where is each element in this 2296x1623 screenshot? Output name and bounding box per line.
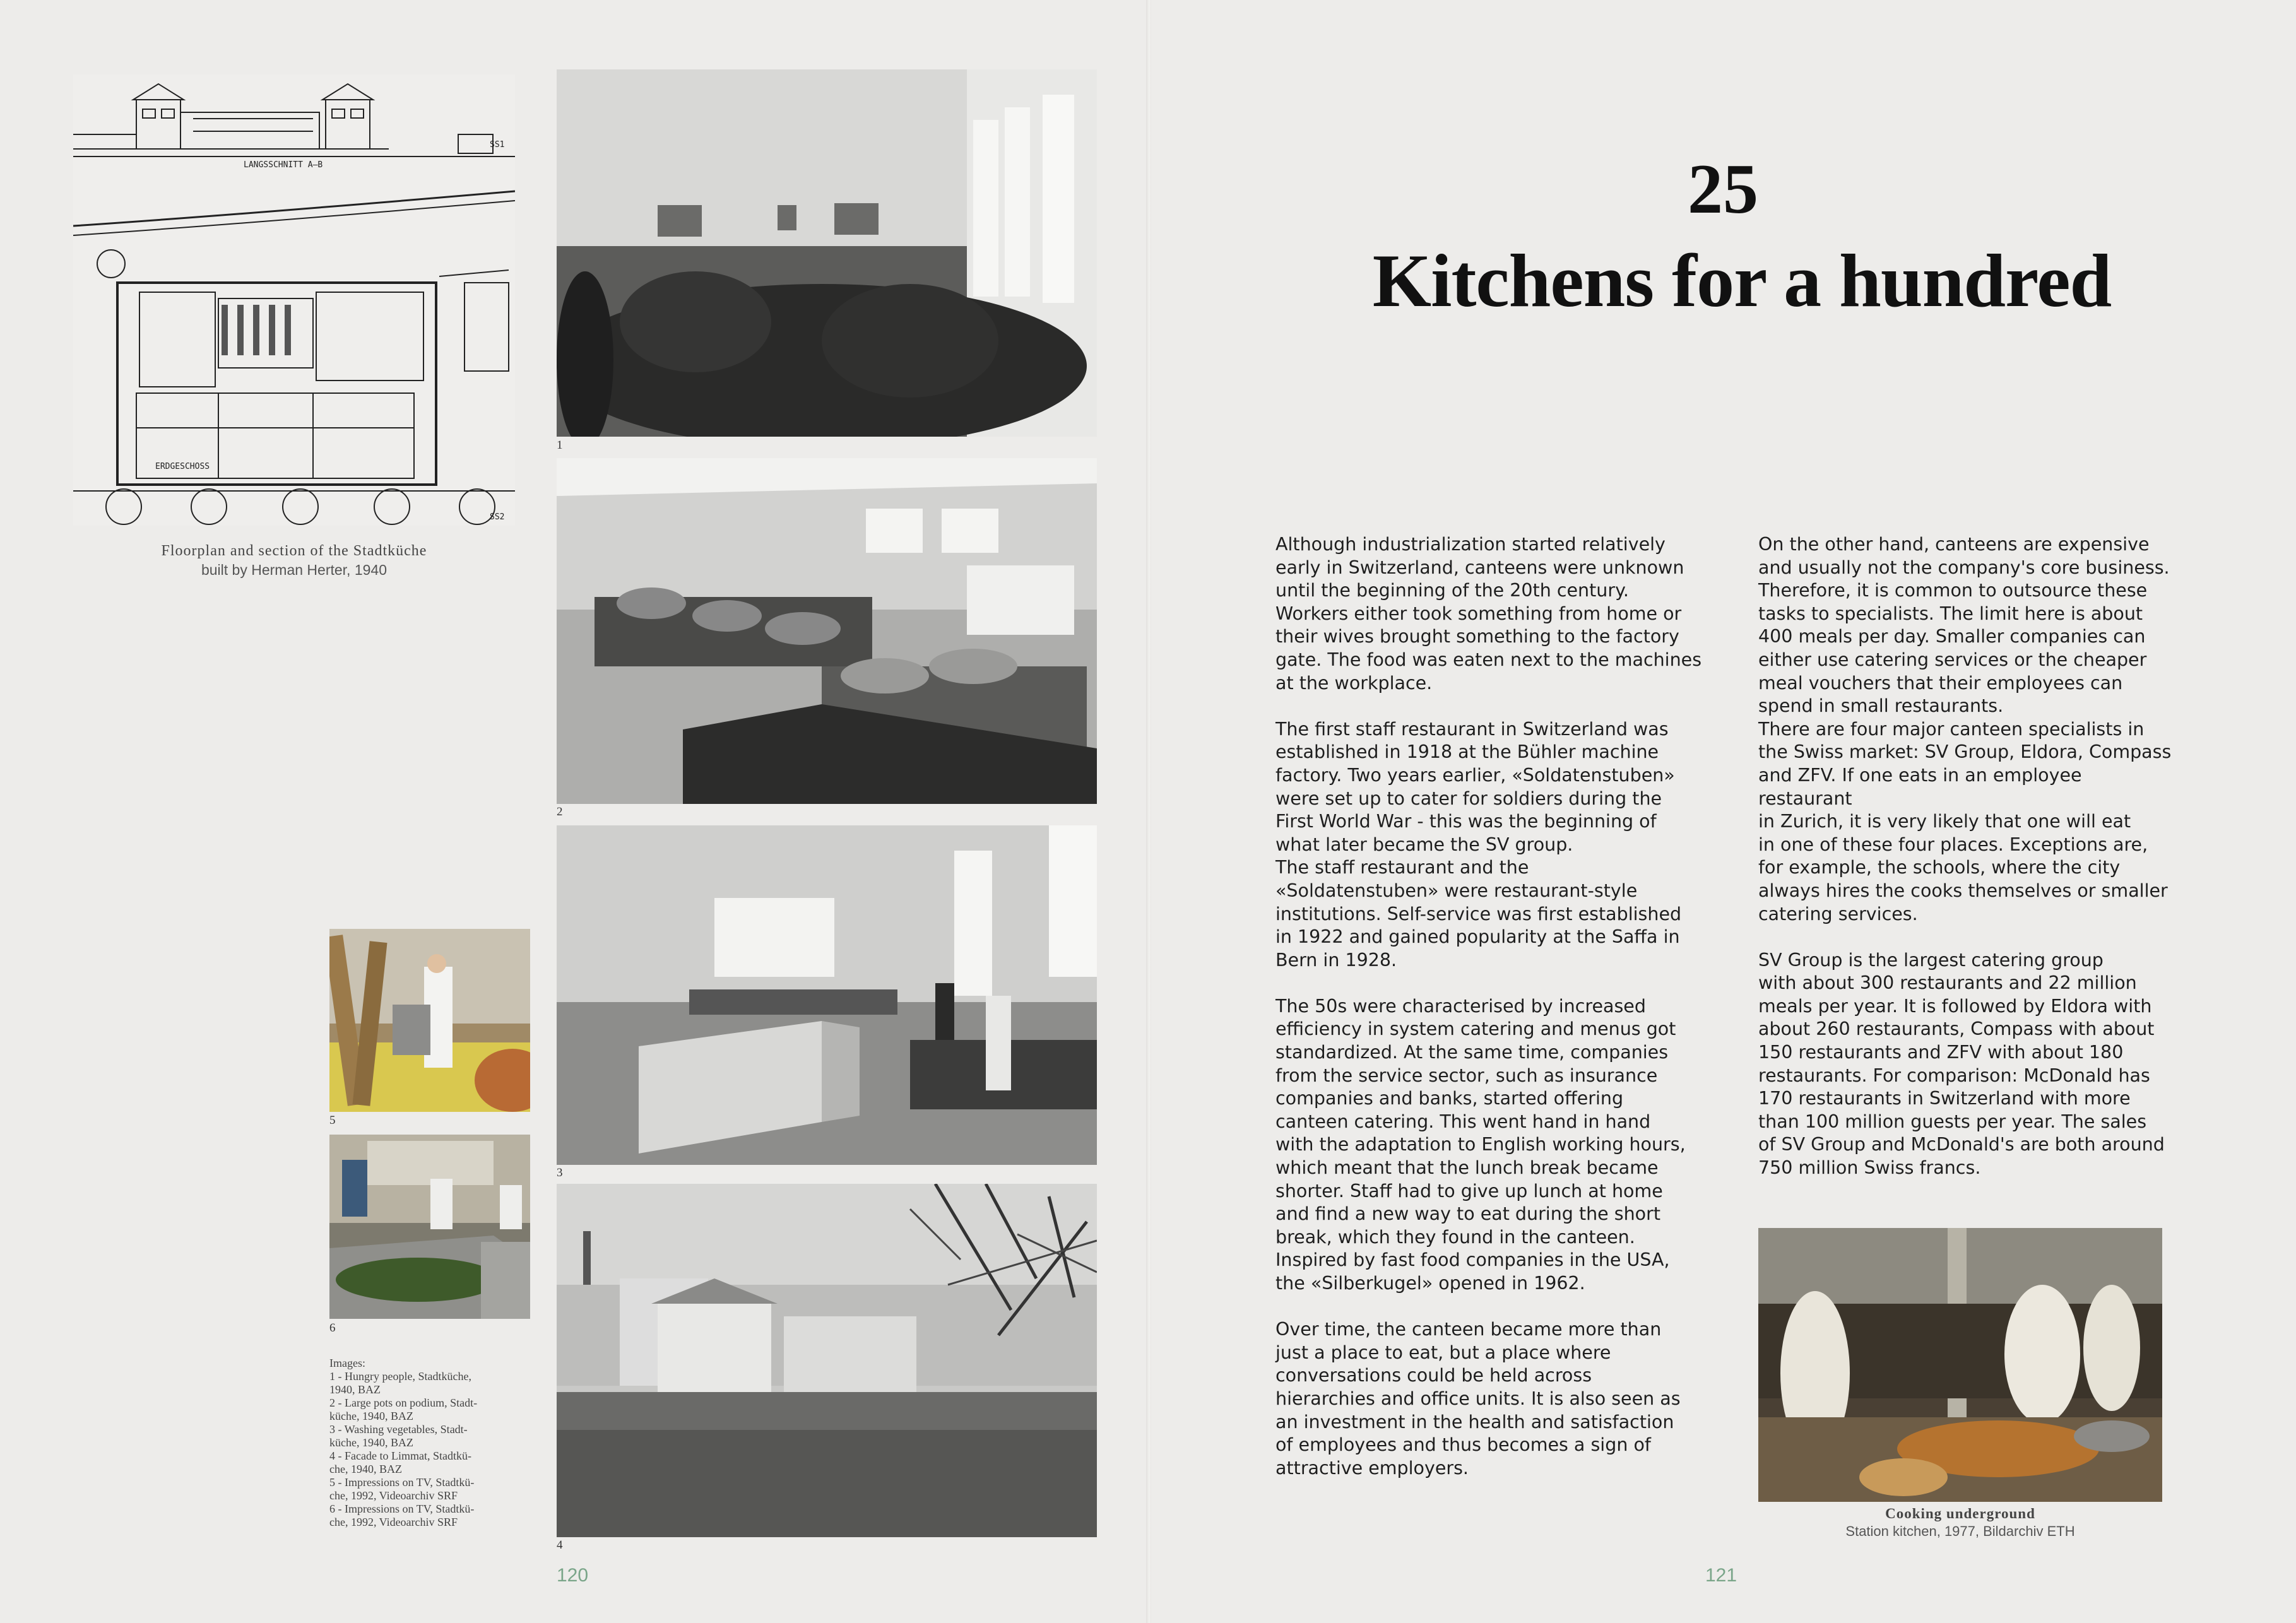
credit-line: 4 - Facade to Limmat, Stadtkü- che, 1940, BAZ xyxy=(329,1449,471,1475)
photo-large-pots xyxy=(557,458,1097,804)
plan-caption-title: Floorplan and section of the Stadtküche xyxy=(161,543,427,559)
body-column-2 xyxy=(1758,533,2175,1203)
photo-facade-limmat xyxy=(557,1184,1097,1537)
photo-number-2: 2 xyxy=(557,805,563,818)
photo-number-4: 4 xyxy=(557,1538,563,1552)
photo-dining-hall xyxy=(557,69,1097,437)
paragraph: Although industrialization started relatively early in Switzerland, canteens were unknown until the beginning of the 20th century. Workers either took something from home or their wives brought something to the factory gate. The food was eaten next to the machines at the workplace. xyxy=(1275,534,1702,693)
photo-number-1: 1 xyxy=(557,439,563,452)
chapter-title: Kitchens for a hundred xyxy=(1372,239,2112,322)
paragraph: There are four major canteen specialists in the Swiss market: SV Group, Eldora, Compass and ZFV. If one eats in an employee restaurant in Zurich, it is very likely that one will eat in one of these four places. Exceptions are, for example, the schools, where the city always hires the cooks themselves or smaller catering services. xyxy=(1758,718,2172,924)
credits-heading: Images: xyxy=(329,1357,365,1369)
credit-line: 2 - Large pots on podium, Stadt- küche, 1940, BAZ xyxy=(329,1396,478,1422)
paragraph: SV Group is the largest catering group with about 300 restaurants and 22 million meals per year. It is followed by Eldora with about 260 restaurants, Compass with about 150 restaurants and ZFV with about 180 restaurants. For comparison: McDonald has 170 restaurants in Switzerland with more than 100 million guests per year. The sales of SV Group and McDonald's are both around 750 million Swiss francs. xyxy=(1758,949,2165,1179)
floorplan-drawing xyxy=(73,74,515,526)
photo-tv-impression-2 xyxy=(329,1135,530,1319)
plan-label: ERDGESCHOSS xyxy=(155,462,210,471)
paragraph: Over time, the canteen became more than just a place to eat, but a place where conversations could be held across hierarchies and office units. It is also seen as an investment in the health and satisfaction of employees and thus becomes a sign of attractive employers. xyxy=(1275,1319,1681,1478)
plan-caption-subtitle: built by Herman Herter, 1940 xyxy=(201,562,388,578)
page-number-left: 120 xyxy=(557,1565,589,1586)
plan-label: SS2 xyxy=(490,512,505,522)
photo-washing-vegetables xyxy=(557,825,1097,1165)
page-number-right: 121 xyxy=(1705,1565,1737,1586)
photo-caption-subtitle: Station kitchen, 1977, Bildarchiv ETH xyxy=(1845,1523,2075,1539)
credit-line: 6 - Impressions on TV, Stadtkü- che, 1992, Videoarchiv SRF xyxy=(329,1502,475,1528)
credit-line: 1 - Hungry people, Stadtküche, 1940, BAZ xyxy=(329,1370,471,1396)
paragraph: The 50s were characterised by increased efficiency in system catering and menus got standardized. At the same time, companies from the service sector, such as insurance companies and banks, started offering canteen catering. This went hand in hand with the adaptation to English working hours, which meant that the lunch break became shorter. Staff had to give up lunch at home and find a new way to eat during the short break, which they found in the canteen. Inspired by fast food companies in the USA, the «Silberkugel» opened in 1962. xyxy=(1275,995,1686,1294)
photo-caption-title: Cooking underground xyxy=(1885,1506,2035,1521)
photo-number-5: 5 xyxy=(329,1114,336,1127)
plan-label: SS1 xyxy=(490,140,505,150)
photo-tv-impression-1 xyxy=(329,929,530,1112)
chapter-number: 25 xyxy=(1688,150,1758,228)
photo-number-6: 6 xyxy=(329,1321,336,1335)
credit-line: 3 - Washing vegetables, Stadt- küche, 1940, BAZ xyxy=(329,1423,468,1449)
plan-label: LANGSSCHNITT A–B xyxy=(244,160,323,170)
paragraph: On the other hand, canteens are expensive and usually not the company's core business. Therefore, it is common to outsource these tasks to specialists. The limit here is about 400 meals per day. Smaller companies can either use catering services or the cheaper meal vouchers that their employees can spend in small restaurants. xyxy=(1758,534,2170,717)
photo-number-3: 3 xyxy=(557,1166,563,1179)
paragraph: The first staff restaurant in Switzerland was established in 1918 at the Bühler machine factory. Two years earlier, «Soldatenstuben» were set up to cater for soldiers during the First World War - this was the beginning of what later became the SV group. The staff restaurant and the «Soldatenstuben» were restaurant-style institutions. Self-service was first established in 1922 and gained popularity at the Saffa in Bern in 1928. xyxy=(1275,718,1682,971)
photo-cooking-underground xyxy=(1758,1228,2162,1502)
image-credits xyxy=(329,1357,519,1529)
body-column-1 xyxy=(1275,533,1705,1503)
credit-line: 5 - Impressions on TV, Stadtkü- che, 1992, Videoarchiv SRF xyxy=(329,1476,475,1502)
